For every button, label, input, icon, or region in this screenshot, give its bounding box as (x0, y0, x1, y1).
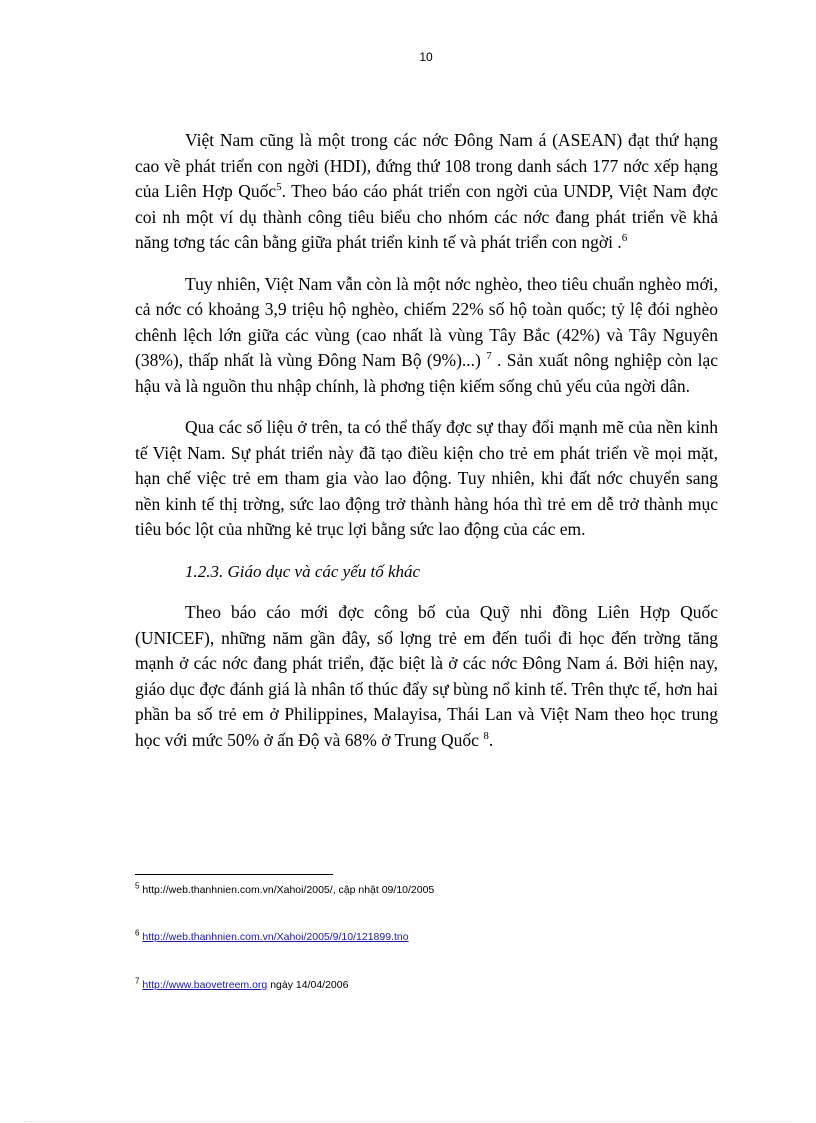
footnote-6 (135, 930, 409, 944)
footnote-ref-6[interactable]: 6 (621, 232, 628, 245)
paragraph-text: Tuy nhiên, Việt Nam vẫn còn là một nớc nghèo, theo tiêu chuẩn nghèo mới, cả nớc có khoảng 3,9 triệu hộ nghèo, chiếm 22% số hộ toàn quốc; tỷ lệ đói nghèo chênh lệch lớn giữa các vùng (cao nhất là vùng Tây Bắc (42%) và Tây Nguyên (38%), thấp nhất là vùng Đông Nam Bộ (9%)...) (135, 273, 718, 370)
footnote-link[interactable]: http://www.baovetreem.org (142, 979, 268, 991)
body-text (135, 128, 718, 769)
footnote-link[interactable]: http://web.thanhnien.com.vn/Xahoi/2005/9/10/121899.tno (142, 931, 409, 943)
footnote-number: 6 (135, 928, 140, 938)
section-heading: 1.2.3. Giáo dục và các yếu tố khác (185, 561, 421, 581)
footnote-5 (135, 883, 434, 897)
paragraph-text: Theo báo cáo mới đợc công bố của Quỹ nhi đồng Liên Hợp Quốc (UNICEF), những năm gần đây, số lợng trẻ em đến tuổi đi học đến trờng tăng mạnh ở các nớc đang phát triển, đặc biệt là ở các nớc Đông Nam á. Bởi hiện nay, giáo dục đợc đánh giá là nhân tố thúc đẩy sự bùng nổ kinh tế. Trên thực tế, hơn hai phần ba số trẻ em ở Philippines, Malayisa, Thái Lan và Việt Nam theo học trung học với mức 50% ở ấn Độ và 68% ở Trung Quốc (135, 602, 718, 750)
footnote-ref-8[interactable]: 8 (483, 729, 489, 742)
footnote-number: 7 (135, 976, 140, 986)
page-edge (24, 1121, 792, 1122)
paragraph-text: . (488, 729, 494, 750)
footnote-number: 5 (135, 881, 140, 891)
footnote-ref-5[interactable]: 5 (276, 181, 282, 194)
paragraph-text: Qua các số liệu ở trên, ta có thể thấy đợc sự thay đổi mạnh mẽ của nền kinh tế Việt Nam. Sự phát triển này đã tạo điều kiện cho trẻ em phát triển về mọi mặt, hạn chế việc trẻ em tham gia vào lao động. Tuy nhiên, khi đất nớc chuyển sang nền kinh tế thị trờng, sức lao động trở thành hàng hóa thì trẻ em dễ trở thành mục tiêu bóc lột của những kẻ trục lợi bằng sức lao động của các em. (135, 417, 718, 539)
paragraph-text: . Theo báo cáo phát triển con ngời của UNDP, Việt Nam đợc coi nh một ví dụ thành công tiêu biểu cho nhóm các nớc đang phát triển về khả năng tơng tác cân bằng giữa phát triển kinh tế và phát triển con ngời . (135, 181, 718, 252)
paragraph-text: . Sản xuất nông nghiệp còn lạc hậu và là nguồn thu nhập chính, là phơng tiện kiếm sống chủ yếu của ngời dân. (135, 350, 719, 396)
footnote-7 (135, 978, 348, 992)
footnote-separator (135, 874, 333, 875)
paragraph-education (135, 600, 718, 753)
footnote-url-text: http://web.thanhnien.com.vn/Xahoi/2005/ (142, 884, 333, 896)
paragraph-hdi-ranking (135, 128, 718, 256)
footnote-text: ngày 14/04/2006 (267, 979, 349, 991)
page-number: 10 (419, 50, 433, 64)
paragraph-text: Việt Nam cũng là một trong các nớc Đông Nam á (ASEAN) đạt thứ hạng cao về phát triển con ngời (HDI), đứng thứ 108 trong danh sách 177 nớc xếp hạng của Liên Hợp Quốc (135, 130, 718, 201)
paragraph-poverty (135, 272, 718, 400)
paragraph-economic-change (135, 415, 718, 543)
footnote-ref-7[interactable]: 7 (486, 350, 492, 363)
footnote-text: , cập nhật 09/10/2005 (332, 884, 435, 896)
